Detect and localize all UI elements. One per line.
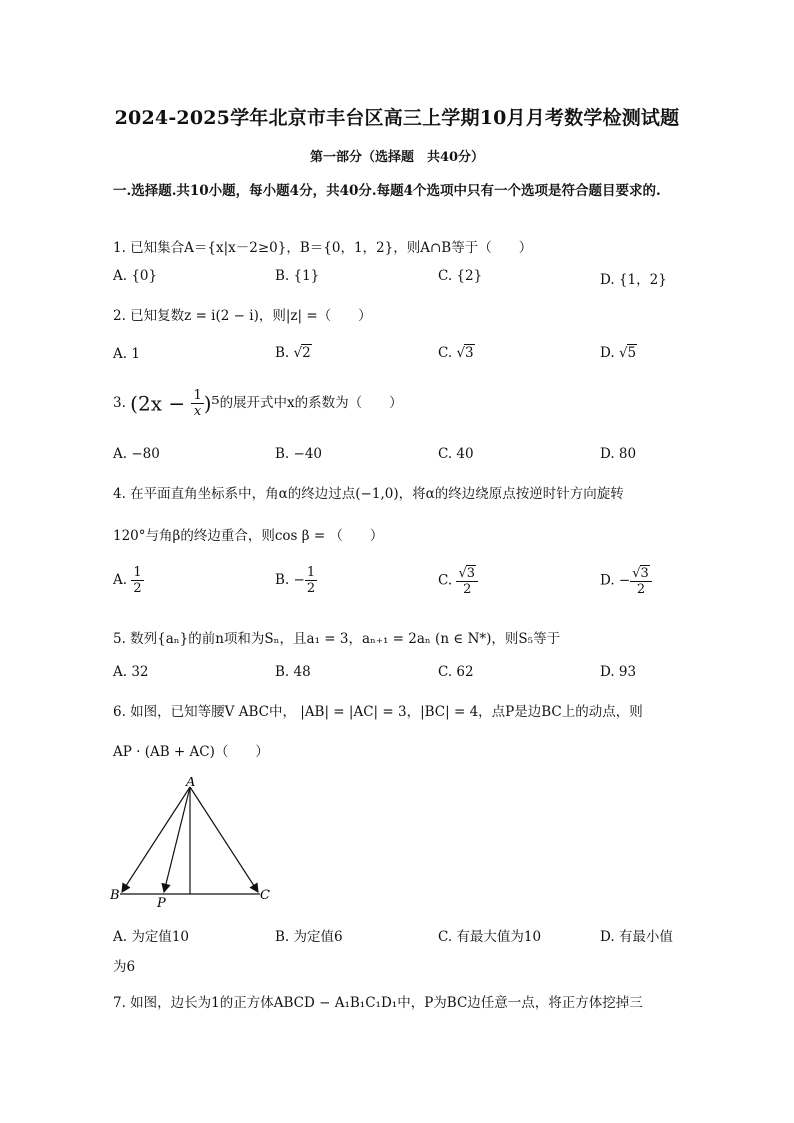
question-6-option-d-wrap: 为6 [113, 959, 136, 975]
question-2-option-c: C. √3 [438, 345, 474, 361]
question-4-option-b: B. − $\frac{1}{2}$ [275, 565, 316, 596]
page-title: 2024-2025学年北京市丰台区高三上学期10月月考数学检测试题 [114, 107, 680, 129]
section-subtitle: 第一部分（选择题 共40分） [309, 150, 485, 165]
label-p: P [157, 896, 166, 907]
label-c: C [260, 888, 270, 903]
question-1-option-b: B. {1} [275, 268, 320, 284]
vector-ab [122, 787, 190, 892]
question-1-option-c: C. {2} [438, 268, 483, 284]
question-4-option-d: D. − $\frac{√3}{2}$ [600, 565, 652, 597]
question-1-option-a: A. {0} [113, 268, 158, 284]
question-2-option-d: D. √5 [600, 345, 637, 361]
label-b: B [110, 888, 120, 903]
question-5-option-d: D. 93 [600, 664, 637, 680]
question-6-stem: 6. 如图，已知等腰V ABC中， |AB| = |AC| = 3，|BC| = 4，点P是边BC上的动点，则 [113, 704, 643, 720]
question-6-option-b: B. 为定值6 [275, 929, 343, 945]
question-5-option-b: B. 48 [275, 664, 311, 680]
question-4-stem-line2: 120°与角β的终边重合，则cos β = （ ） [113, 528, 384, 544]
question-4-stem: 4. 在平面直角坐标系中，角α的终边过点(−1,0)，将α的终边绕原点按逆时针方向旋转 [113, 486, 624, 502]
question-5-stem: 5. 数列{aₙ}的前n项和为Sₙ，且a₁ = 3，aₙ₊₁ = 2aₙ (n ∈ N*)，则S₅等于 [113, 631, 561, 647]
question-6-option-d: D. 有最小值 [600, 929, 673, 945]
fraction-1-over-x: $\frac{1}{x}$ [193, 388, 202, 419]
question-2-option-b: B. √2 [275, 345, 311, 361]
question-3-option-d: D. 80 [600, 446, 637, 462]
question-1-stem: 1. 已知集合A＝{x|x－2≥0}，B＝{0，1，2}，则A∩B等于（ ） [113, 240, 533, 256]
triangle-figure [110, 777, 290, 907]
question-1-option-d: D. {1，2} [600, 272, 667, 288]
question-3-stem: 3. (2x − $\frac{1}{x}$ )⁵的展开式中x的系数为（ ） [113, 388, 403, 419]
question-5-option-c: C. 62 [438, 664, 474, 680]
question-6-stem-line2: AP · (AB + AC)（ ） [113, 744, 269, 760]
question-2-stem: 2. 已知复数z = i(2 − i)，则|z| =（ ） [113, 308, 372, 324]
question-3-option-a: A. −80 [113, 446, 160, 462]
question-2-option-a: A. 1 [113, 346, 140, 362]
question-4-option-a: A. $\frac{1}{2}$ [113, 565, 142, 596]
question-3-option-c: C. 40 [438, 446, 474, 462]
question-3-option-b: B. −40 [275, 446, 322, 462]
label-a: A [186, 777, 196, 790]
question-5-option-a: A. 32 [113, 664, 149, 680]
question-7-stem: 7. 如图，边长为1的正方体ABCD − A₁B₁C₁D₁中，P为BC边任意一点，将正方体挖掉三 [113, 995, 643, 1011]
question-4-option-c: C. $\frac{√3}{2}$ [438, 565, 478, 597]
vector-ac [190, 787, 258, 892]
section-instruction: 一.选择题.共10小题，每小题4分，共40分.每题4个选项中只有一个选项是符合题目要求的. [113, 183, 661, 199]
vector-ap [164, 787, 190, 892]
question-6-option-c: C. 有最大值为10 [438, 929, 542, 945]
question-6-option-a: A. 为定值10 [113, 929, 190, 945]
